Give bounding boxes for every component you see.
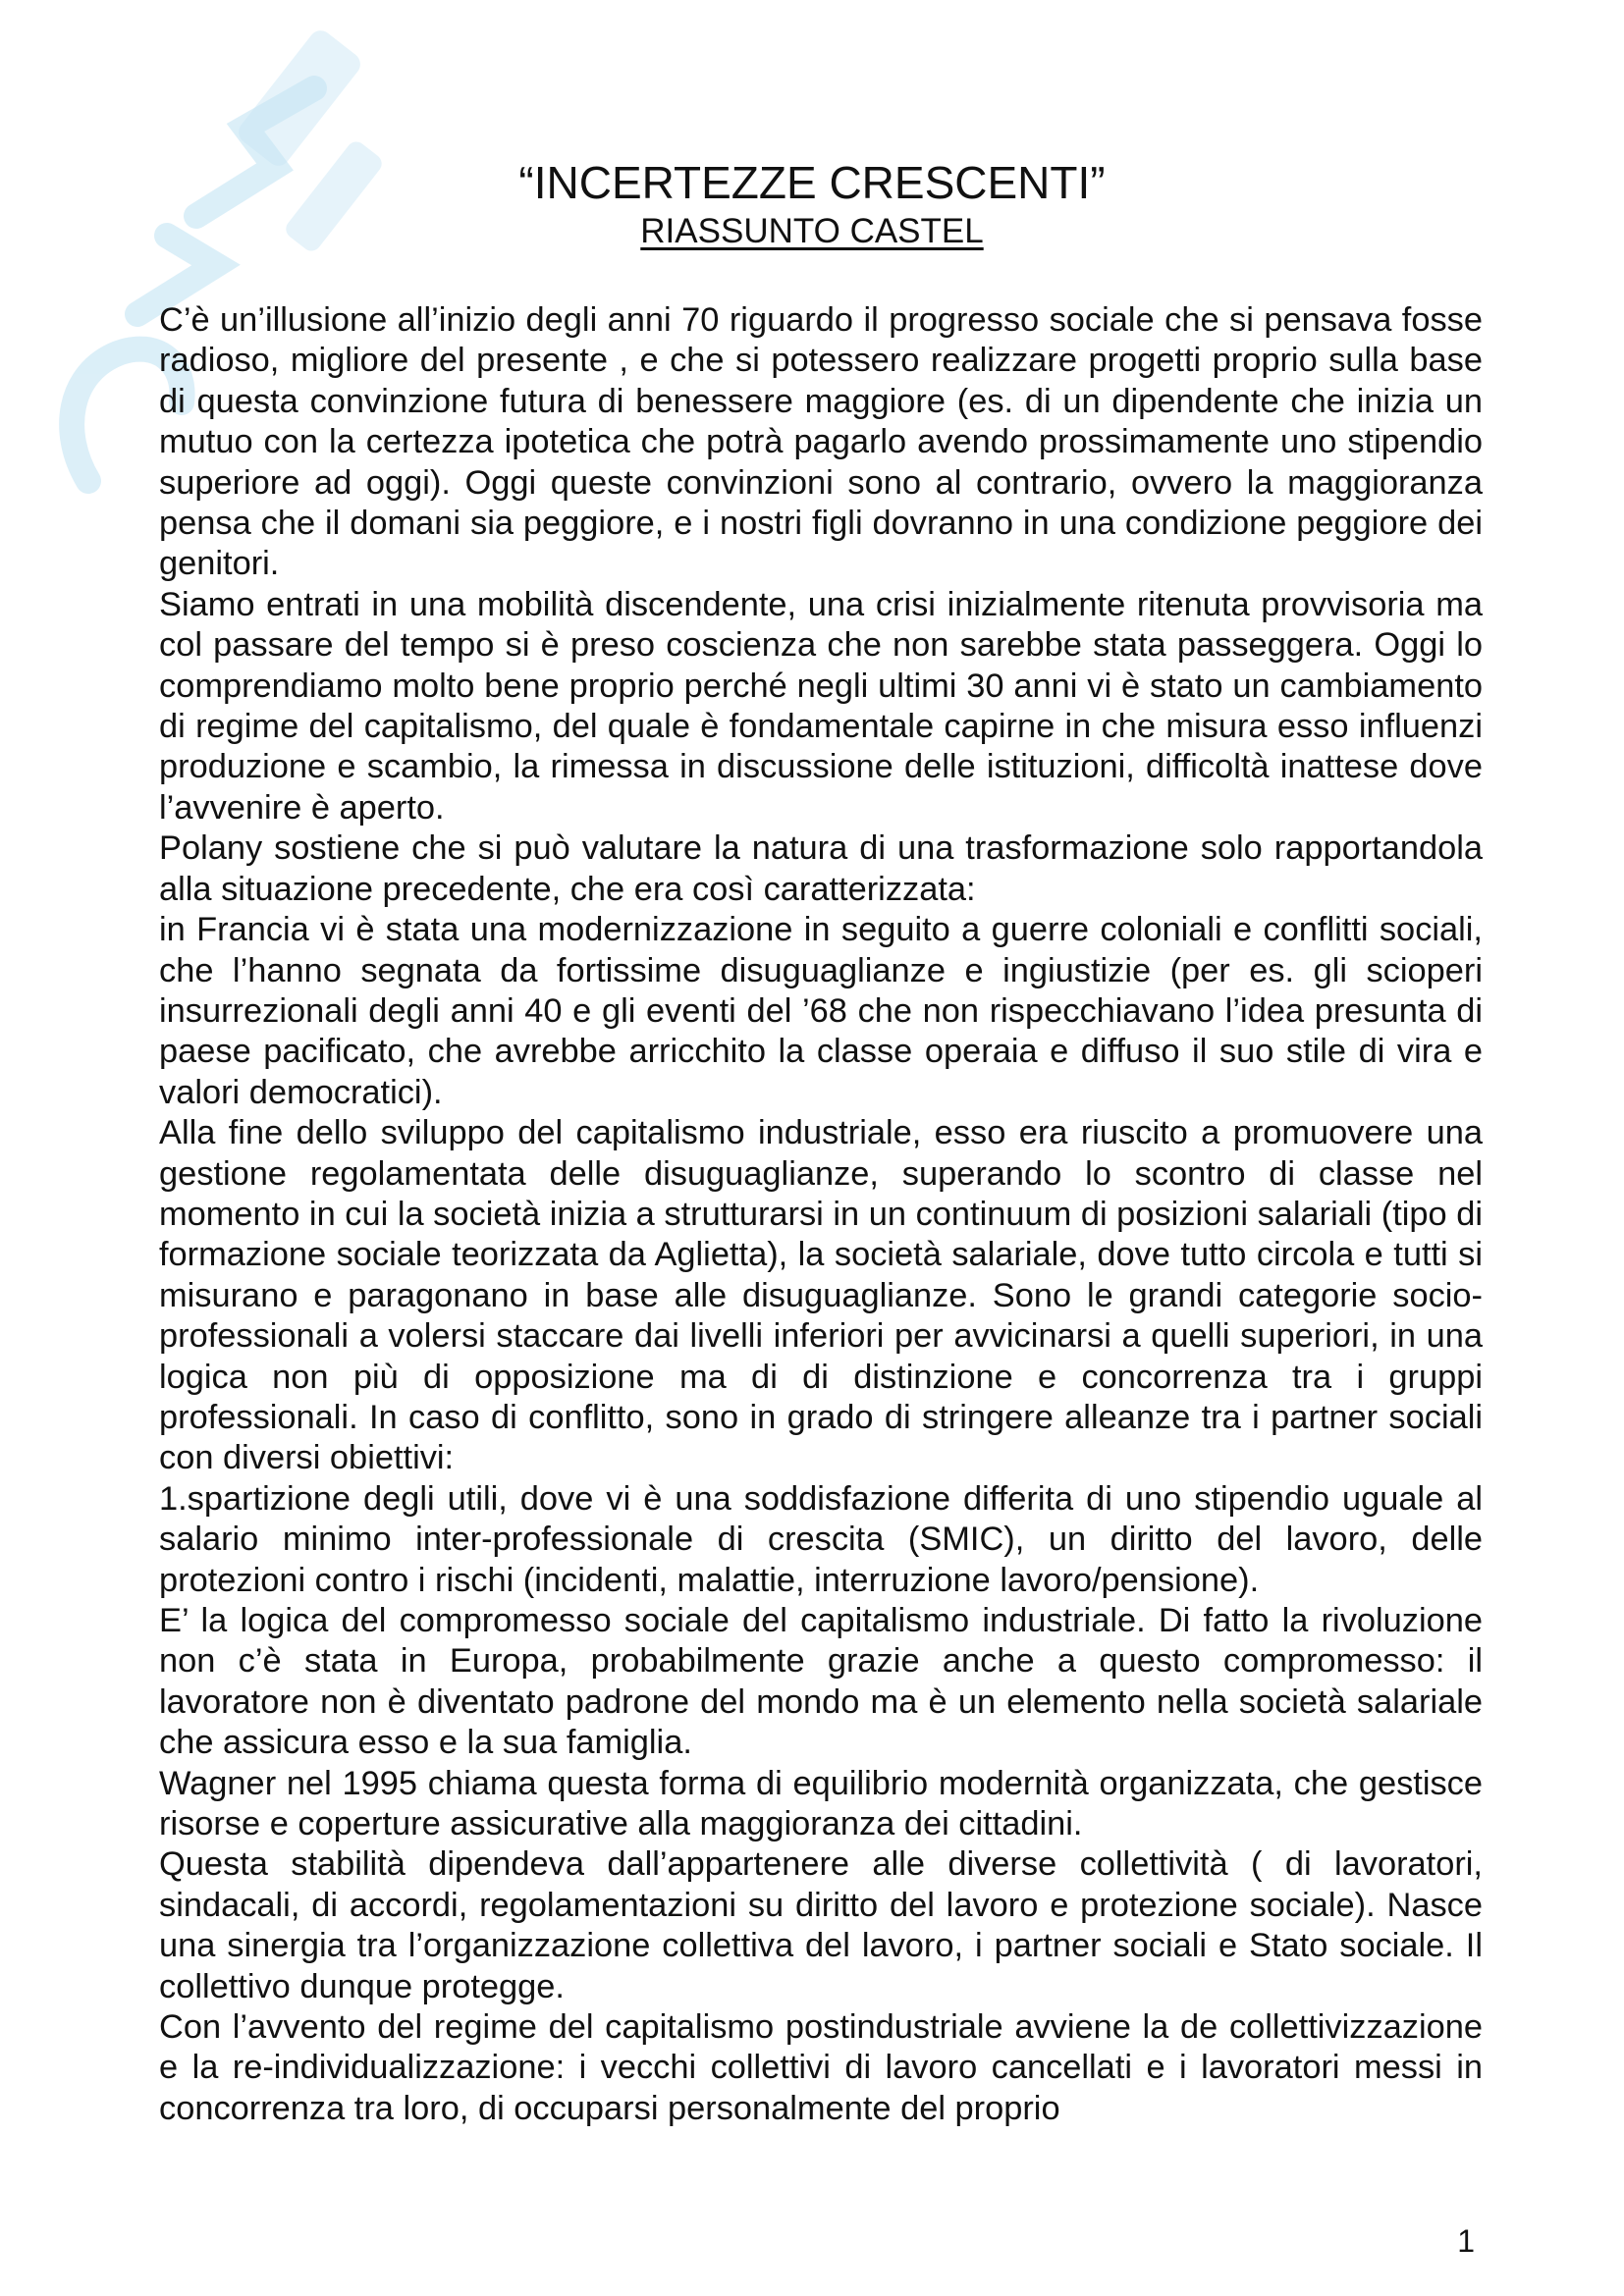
paragraph: Questa stabilità dipendeva dall’appartenere alle diverse collettività ( di lavoratori, sindacali, di accordi, regolamentazioni su diritto del lavoro e protezione sociale). Nasce una sinergia tra l’organizzazione collettiva del lavoro, i partner sociali e Stato sociale. Il collettivo dunque protegge. bbox=[159, 1845, 1483, 2005]
paragraph: Alla fine dello sviluppo del capitalismo industriale, esso era riuscito a promuovere una gestione regolamentata delle disuguaglianze, superando lo scontro di classe nel momento in cui la società inizia a strutturarsi in un continuum di posizioni salariali (tipo di formazione sociale teorizzata da Aglietta), la società salariale, dove tutto circola e tutti si misurano e paragonano in base alle disuguaglianze. Sono le grandi categorie socio-professionali a volersi staccare dai livelli inferiori per avvicinarsi a quelli superiori, in una logica non più di opposizione ma di di distinzione e concorrenza tra i gruppi professionali. In caso di conflitto, sono in grado di stringere alleanze tra i partner sociali con diversi obiettivi: bbox=[159, 1114, 1483, 1477]
paragraph: Con l’avvento del regime del capitalismo postindustriale avviene la de collettivizzazione e la re-individualizzazione: i vecchi collettivi di lavoro cancellati e i lavoratori messi in concorrenza tra loro, di occuparsi personalmente del proprio bbox=[159, 2008, 1483, 2127]
page-number: 1 bbox=[1457, 2223, 1475, 2259]
paragraph: C’è un’illusione all’inizio degli anni 70 riguardo il progresso sociale che si pensava fosse radioso, migliore del presente , e che si potessero realizzare progetti proprio sulla base di questa convinzione futura di benessere maggiore (es. di un dipendente che inizia un mutuo con la certezza ipotetica che potrà pagarlo avendo prossimamente uno stipendio superiore ad oggi). Oggi queste convinzioni sono al contrario, ovvero la maggioranza pensa che il domani sia peggiore, e i nostri figli dovranno in una condizione peggiore dei genitori. bbox=[159, 301, 1483, 583]
page-subtitle: RIASSUNTO CASTEL bbox=[640, 212, 984, 250]
body-text bbox=[159, 300, 1483, 2129]
paragraph: Siamo entrati in una mobilità discendente, una crisi inizialmente ritenuta provvisoria ma col passare del tempo si è preso coscienza che non sarebbe stata passeggera. Oggi lo comprendiamo molto bene proprio perché negli ultimi 30 anni vi è stato un cambiamento di regime del capitalismo, del quale è fondamentale capirne in che misura esso influenzi produzione e scambio, la rimessa in discussione delle istituzioni, difficoltà inattese dove l’avvenire è aperto. bbox=[159, 585, 1483, 827]
page-title: “INCERTEZZE CRESCENTI” bbox=[518, 157, 1106, 208]
paragraph: 1.spartizione degli utili, dove vi è una soddisfazione differita di uno stipendio uguale al salario minimo inter-professionale di crescita (SMIC), un diritto del lavoro, delle protezioni contro i rischi (incidenti, malattie, interruzione lavoro/pensione). bbox=[159, 1479, 1483, 1599]
paragraph: Wagner nel 1995 chiama questa forma di equilibrio modernità organizzata, che gestisce risorse e coperture assicurative alla maggioranza dei cittadini. bbox=[159, 1764, 1483, 1843]
paragraph: in Francia vi è stata una modernizzazione in seguito a guerre coloniali e conflitti sociali, che l’hanno segnata da fortissime disuguaglianze e ingiustizie (per es. gli scioperi insurrezionali degli anni 40 e gli eventi del ’68 che non rispecchiavano l’idea presunta di paese pacificato, che avrebbe arricchito la classe operaia e diffuso il suo stile di vira e valori democratici). bbox=[159, 911, 1483, 1111]
paragraph: E’ la logica del compromesso sociale del capitalismo industriale. Di fatto la rivoluzione non c’è stata in Europa, probabilmente grazie anche a questo compromesso: il lavoratore non è diventato padrone del mondo ma è un elemento nella società salariale che assicura esso e la sua famiglia. bbox=[159, 1602, 1483, 1762]
paragraph: Polany sostiene che si può valutare la natura di una trasformazione solo rapportandola alla situazione precedente, che era così caratterizzata: bbox=[159, 829, 1483, 908]
